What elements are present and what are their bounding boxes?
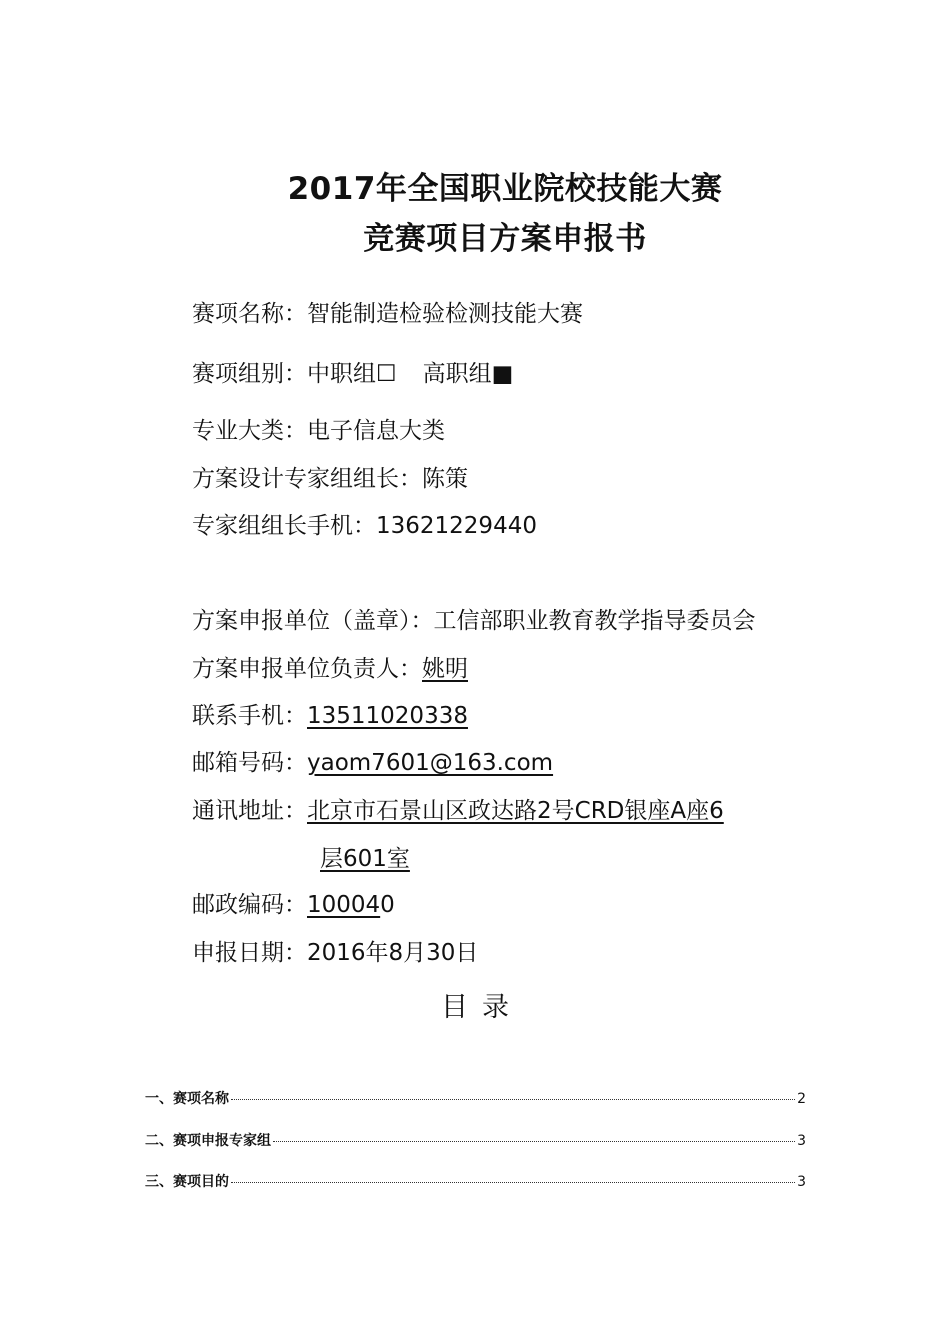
field-value: 工信部职业教育教学指导委员会 bbox=[433, 608, 756, 634]
field-label: 赛项名称： bbox=[192, 301, 307, 327]
toc-leader-dots bbox=[231, 1182, 795, 1183]
field-unit-head bbox=[192, 655, 468, 683]
field-category bbox=[192, 417, 445, 445]
field-value: 陈策 bbox=[422, 466, 468, 492]
field-label: 赛项组别： bbox=[192, 361, 307, 387]
document-title-line-1: 2017年全国职业院校技能大赛 bbox=[287, 171, 723, 207]
field-event-name bbox=[192, 300, 583, 328]
toc-item-title: 二、赛项申报专家组 bbox=[145, 1133, 271, 1149]
field-value: 2016年8月30日 bbox=[307, 940, 479, 966]
group-option-higher: 高职组■ bbox=[422, 361, 514, 387]
field-date bbox=[192, 939, 478, 967]
toc-item-page: 3 bbox=[797, 1174, 806, 1190]
field-value: 智能制造检验检测技能大赛 bbox=[307, 301, 583, 327]
toc-item-page: 3 bbox=[797, 1133, 806, 1149]
field-address bbox=[192, 797, 724, 825]
field-label: 联系手机： bbox=[192, 703, 307, 729]
field-unit bbox=[192, 607, 756, 635]
field-label: 方案申报单位负责人： bbox=[192, 656, 422, 682]
field-value: 13511020338 bbox=[307, 703, 468, 729]
field-label: 方案申报单位（盖章）： bbox=[192, 608, 434, 634]
field-value: 10004 bbox=[307, 892, 381, 918]
toc-item-page: 2 bbox=[797, 1091, 806, 1107]
field-label: 方案设计专家组组长： bbox=[192, 466, 422, 492]
field-value: 电子信息大类 bbox=[307, 418, 445, 444]
toc-item[interactable] bbox=[145, 1171, 806, 1191]
field-label: 通讯地址： bbox=[192, 798, 307, 824]
field-label: 邮箱号码： bbox=[192, 750, 307, 776]
document-title-line-2: 竞赛项目方案申报书 bbox=[363, 221, 647, 257]
field-label: 邮政编码： bbox=[192, 892, 307, 918]
toc-item[interactable] bbox=[145, 1130, 806, 1150]
toc-leader-dots bbox=[273, 1141, 795, 1142]
toc-item-title: 三、赛项目的 bbox=[145, 1174, 229, 1190]
field-value: 姚明 bbox=[422, 656, 468, 682]
field-value: 13621229440 bbox=[376, 513, 537, 539]
field-leader-phone bbox=[192, 512, 537, 540]
toc-item[interactable] bbox=[145, 1088, 806, 1108]
field-postcode bbox=[192, 891, 395, 919]
field-label: 专家组组长手机： bbox=[192, 513, 376, 539]
field-group bbox=[192, 360, 513, 388]
field-leader bbox=[192, 465, 468, 493]
toc-leader-dots bbox=[231, 1099, 795, 1100]
field-phone bbox=[192, 702, 468, 730]
toc-heading: 目录 bbox=[441, 992, 523, 1023]
field-label: 申报日期： bbox=[192, 940, 307, 966]
field-value: 北京市石景山区政达路2号CRD银座A座6 bbox=[307, 798, 724, 824]
address-line-2: 层601室 bbox=[320, 846, 410, 872]
field-value: yaom7601@163.com bbox=[307, 750, 554, 776]
field-label: 专业大类： bbox=[192, 418, 307, 444]
field-value-tail: 0 bbox=[380, 892, 395, 918]
toc-item-title: 一、赛项名称 bbox=[145, 1091, 229, 1107]
group-option-secondary: 中职组☐ bbox=[307, 361, 397, 387]
field-email bbox=[192, 749, 553, 777]
